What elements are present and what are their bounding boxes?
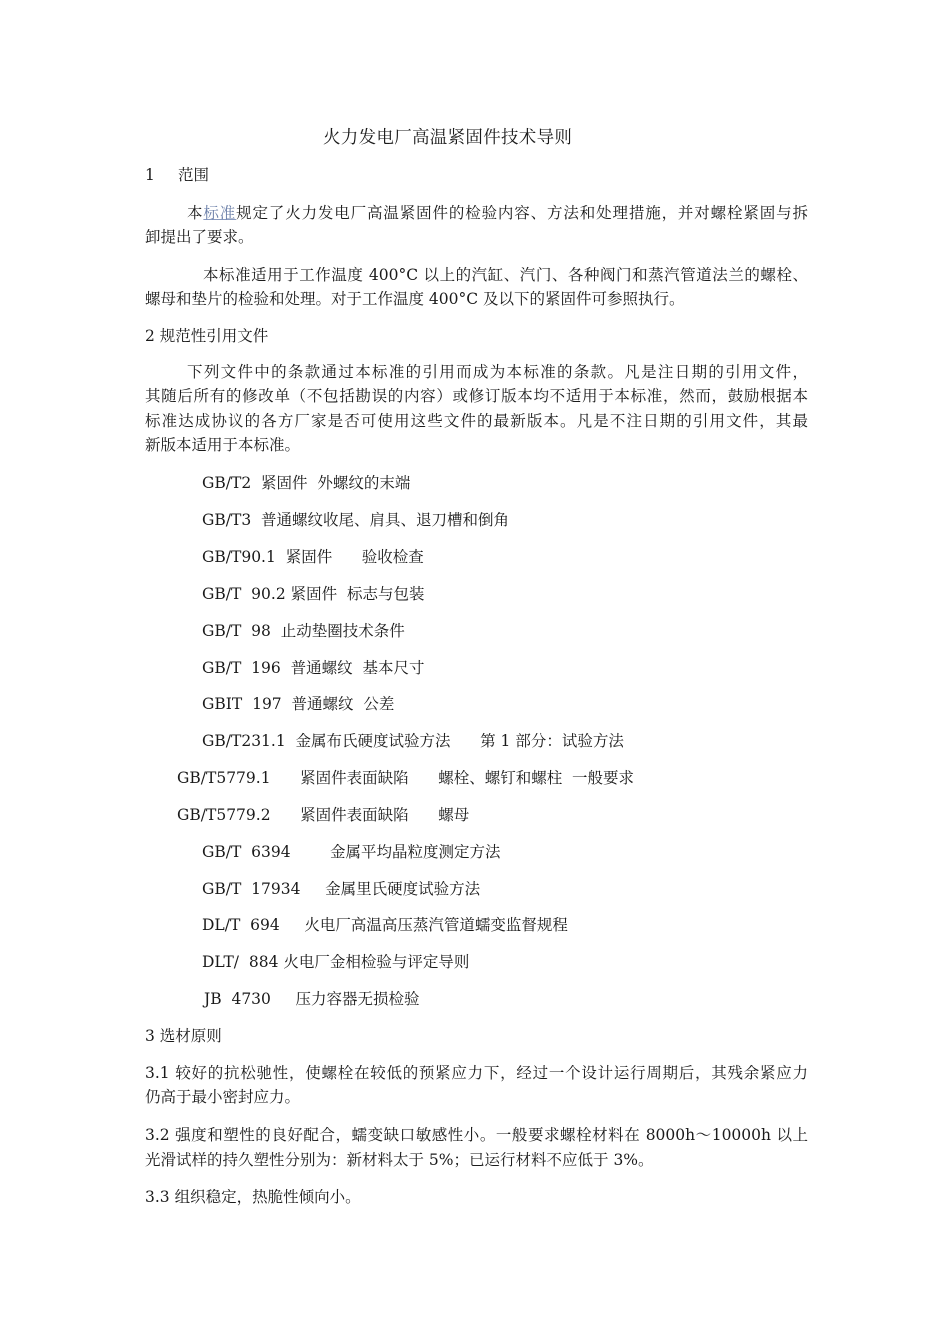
reference-item: GB/T5779.2 紧固件表面缺陷 螺母 (177, 806, 470, 824)
reference-item: GB/T 90.2 紧固件 标志与包装 (202, 585, 425, 603)
clause-3-2-line-2: 光滑试样的持久塑性分别为：新材料太于 5%；已运行材料不应低于 3%。 (145, 1151, 654, 1169)
section-2-paragraph-line-3: 标准达成协议的各方厂家是否可使用这些文件的最新版本。凡是不注日期的引用文件，其最 (145, 412, 808, 430)
reference-item: GB/T 6394 金属平均晶粒度测定方法 (202, 843, 501, 861)
reference-item: GB/T2 紧固件 外螺纹的末端 (202, 474, 411, 492)
clause-3-2-line-1: 3.2 强度和塑性的良好配合，蠕变缺口敏感性小。一般要求螺栓材料在 8000h～10000h 以上 (145, 1126, 808, 1144)
clause-3-3: 3.3 组织稳定，热脆性倾向小。 (145, 1188, 361, 1206)
document-title: 火力发电厂高温紧固件技术导则 (323, 128, 573, 148)
section-1-paragraph-1-line-1 (187, 203, 808, 223)
section-1-paragraph-2-line-2: 螺母和垫片的检验和处理。对于工作温度 400°C 及以下的紧固件可参照执行。 (145, 290, 685, 308)
section-2-paragraph-line-1: 下列文件中的条款通过本标准的引用而成为本标准的条款。凡是注日期的引用文件， (187, 363, 808, 381)
reference-item: DLT/ 884 火电厂金相检验与评定导则 (202, 953, 470, 971)
section-1-number: 1 (145, 166, 155, 184)
reference-item: JB 4730 压力容器无损检验 (204, 990, 420, 1008)
reference-item: DL/T 694 火电厂高温高压蒸汽管道蠕变监督规程 (202, 916, 568, 934)
section-2-paragraph-line-4: 新版本适用于本标准。 (145, 436, 301, 454)
reference-item: GB/T231.1 金属布氏硬度试验方法 第 1 部分：试验方法 (202, 732, 624, 750)
section-3-heading: 3 选材原则 (145, 1027, 222, 1045)
standard-link[interactable]: 标准 (203, 204, 237, 222)
clause-3-1-line-2: 仍高于最小密封应力。 (145, 1088, 301, 1106)
paragraph-text: 本 (187, 204, 204, 222)
reference-item: GB/T 98 止动垫圈技术条件 (202, 622, 405, 640)
clause-3-1-line-1: 3.1 较好的抗松驰性，使螺栓在较低的预紧应力下，经过一个设计运行周期后，其残余紧应力 (145, 1064, 808, 1082)
section-2-heading: 2 规范性引用文件 (145, 327, 269, 345)
reference-item: GB/T3 普通螺纹收尾、肩具、退刀槽和倒角 (202, 511, 510, 529)
reference-item: GB/T 17934 金属里氏硬度试验方法 (202, 880, 481, 898)
reference-item: GB/T90.1 紧固件 验收检查 (202, 548, 424, 566)
reference-item: GBIT 197 普通螺纹 公差 (202, 695, 395, 713)
section-1-paragraph-1-line-2: 卸提出了要求。 (145, 228, 254, 246)
paragraph-text: 规定了火力发电厂高温紧固件的检验内容、方法和处理措施，并对螺栓紧固与拆 (236, 204, 808, 222)
reference-item: GB/T5779.1 紧固件表面缺陷 螺栓、螺钉和螺柱 一般要求 (177, 769, 635, 787)
reference-item: GB/T 196 普通螺纹 基本尺寸 (202, 659, 425, 677)
section-1-paragraph-2-line-1: 本标准适用于工作温度 400°C 以上的汽缸、汽门、各种阀门和蒸汽管道法兰的螺栓、 (203, 266, 808, 284)
section-1-heading: 范围 (178, 166, 210, 184)
section-2-paragraph-line-2: 其随后所有的修改单（不包括勘误的内容）或修订版本均不适用于本标准，然而，鼓励根据本 (145, 387, 808, 405)
